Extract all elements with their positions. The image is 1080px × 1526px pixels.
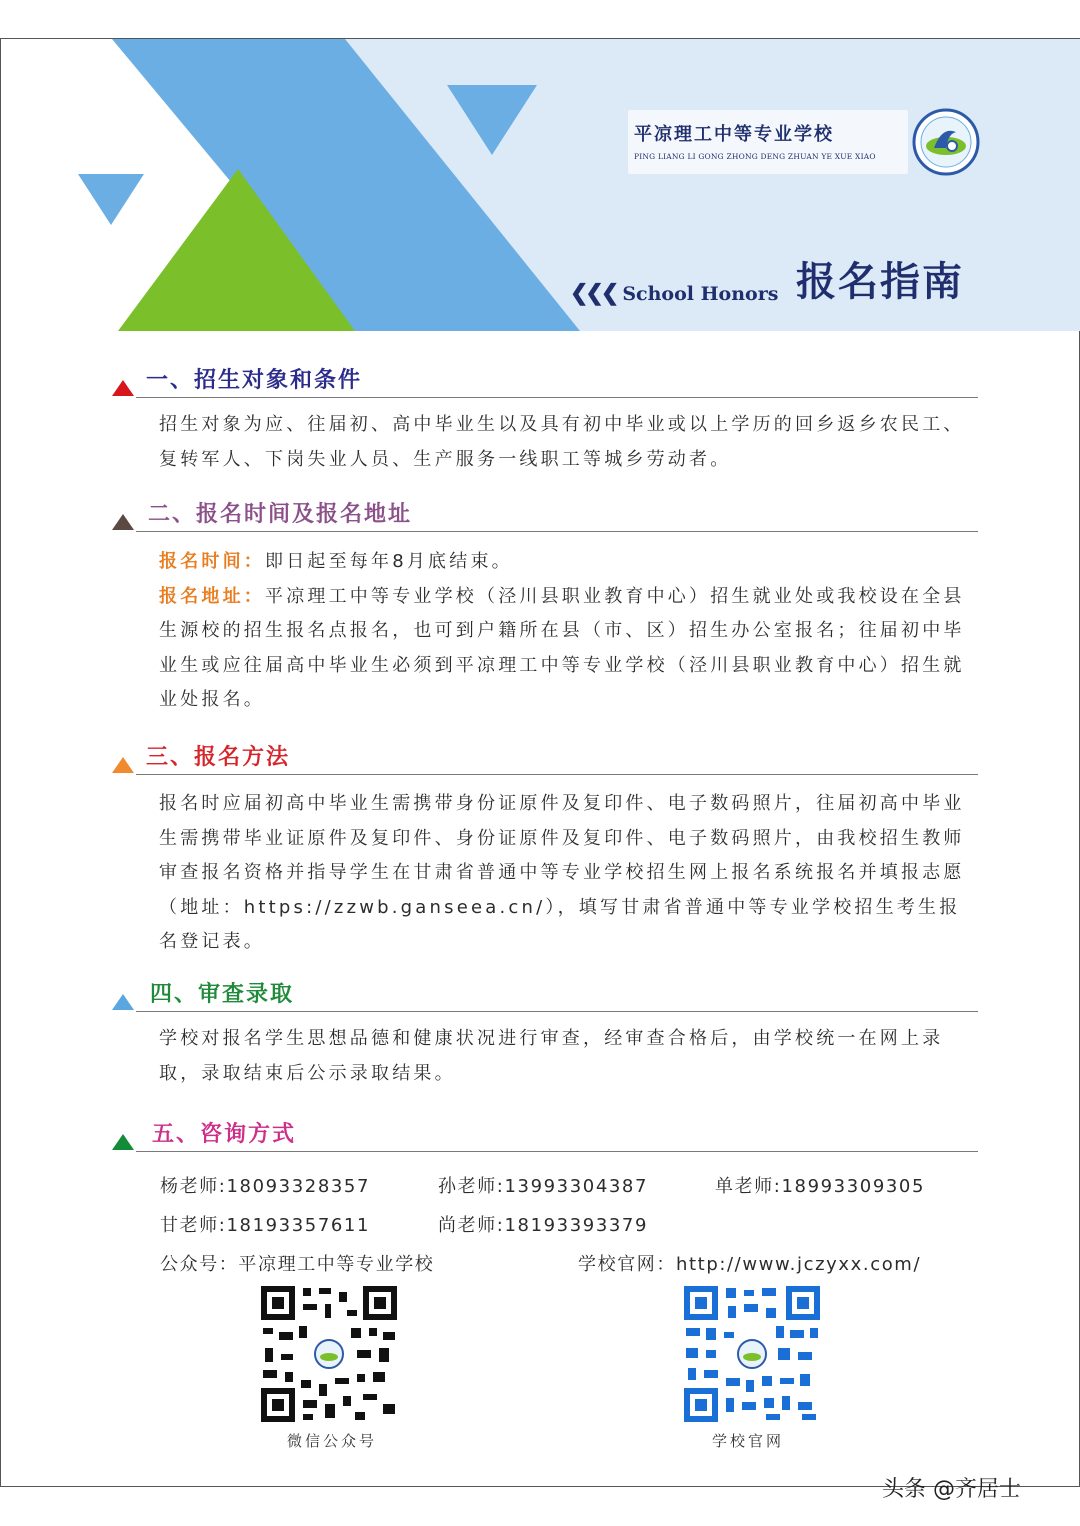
contact-shang: 尚老师:18193393379 xyxy=(438,1215,649,1236)
section-2-heading xyxy=(112,502,978,532)
school-logo-box xyxy=(628,110,908,174)
watermark: 头条 @齐居士 xyxy=(882,1477,1021,1502)
school-name-cn: 平凉理工中等专业学校 xyxy=(634,124,834,145)
school-emblem-icon xyxy=(912,108,980,176)
section-3-title: 三、报名方法 xyxy=(146,745,291,770)
contact-gan: 甘老师:18193357611 xyxy=(160,1215,371,1236)
official-website-link[interactable]: 学校官网：http://www.jczyxx.com/ xyxy=(578,1254,922,1275)
wechat-account: 公众号：平凉理工中等专业学校 xyxy=(160,1254,435,1275)
registration-method-paragraph: 报名时应届初高中毕业生需携带身份证原件及复印件、电子数码照片，往届初高中毕业生需携带毕业证原件及复印件、身份证原件及复印件、电子数码照片，由我校招生教师审查报名资格并指导学生在甘肃省普通中等专业学校招生网上报名系统报名并填报志愿（地址：https://zzwb.ganseea.cn/），填写甘肃省普通中等专业学校招生考生报名登记表。 xyxy=(159,793,965,952)
triangle-marker-icon xyxy=(112,380,134,396)
contact-shan: 单老师:18993309305 xyxy=(715,1176,926,1197)
registration-time-line xyxy=(113,545,979,580)
section-5-heading xyxy=(112,1122,978,1152)
registration-time-label: 报名时间： xyxy=(159,551,265,572)
contact-sun: 孙老师:13993304387 xyxy=(438,1176,649,1197)
section-rule xyxy=(136,774,978,775)
triangle-marker-icon xyxy=(112,994,134,1010)
section-rule xyxy=(136,531,978,532)
eligibility-paragraph: 招生对象为应、往届初、高中毕业生以及具有初中毕业或以上学历的回乡返乡农民工、复转军人、下岗失业人员、生产服务一线职工等城乡劳动者。 xyxy=(159,414,965,470)
section-3-heading xyxy=(112,745,978,775)
registration-time-value: 即日起至每年8月底结束。 xyxy=(265,551,513,572)
triple-chevron-left-icon: ❮❮❮ xyxy=(570,280,617,306)
registration-address-value: 平凉理工中等专业学校（泾川县职业教育中心）招生就业处或我校设在全县生源校的招生报名点报名，也可到户籍所在县（市、区）招生办公室报名；往届初中毕业生或应往届高中毕业生必须到平凉理工中等专业学校（泾川县职业教育中心）招生就业处报名。 xyxy=(159,585,965,710)
section-2-title: 二、报名时间及报名地址 xyxy=(148,502,413,527)
section-3-text xyxy=(113,787,979,960)
wechat-qr-code[interactable] xyxy=(259,1284,399,1424)
section-5-title: 五、咨询方式 xyxy=(152,1122,297,1147)
registration-address-label: 报名地址： xyxy=(159,585,265,607)
page-title: 报名指南 xyxy=(796,258,964,305)
section-4-title: 四、审查录取 xyxy=(150,982,295,1007)
section-2-text xyxy=(113,545,979,718)
school-name-en: PING LIANG LI GONG ZHONG DENG ZHUAN YE XUE XIAO xyxy=(634,152,876,161)
official-site-qr-code[interactable] xyxy=(682,1284,822,1424)
admission-review-paragraph: 学校对报名学生思想品德和健康状况进行审查，经审查合格后，由学校统一在网上录取，录取结束后公示录取结果。 xyxy=(159,1028,944,1084)
section-1-title: 一、招生对象和条件 xyxy=(146,368,363,393)
banner-small-blue-triangle xyxy=(78,174,144,225)
school-honors-tag xyxy=(570,280,778,306)
contact-yang: 杨老师:18093328357 xyxy=(160,1176,371,1197)
wechat-qr-caption: 微信公众号 xyxy=(287,1432,378,1450)
registration-address-block xyxy=(113,580,979,718)
school-honors-text: School Honors xyxy=(622,283,779,305)
section-4-heading xyxy=(112,982,978,1012)
triangle-marker-icon xyxy=(112,514,134,530)
section-1-text xyxy=(113,408,979,477)
section-rule xyxy=(136,1151,978,1152)
site-qr-caption: 学校官网 xyxy=(712,1432,785,1450)
section-rule xyxy=(136,397,978,398)
triangle-marker-icon xyxy=(112,1134,134,1150)
section-4-text xyxy=(113,1022,979,1091)
triangle-marker-icon xyxy=(112,757,134,773)
section-rule xyxy=(136,1011,978,1012)
section-1-heading xyxy=(112,368,978,398)
